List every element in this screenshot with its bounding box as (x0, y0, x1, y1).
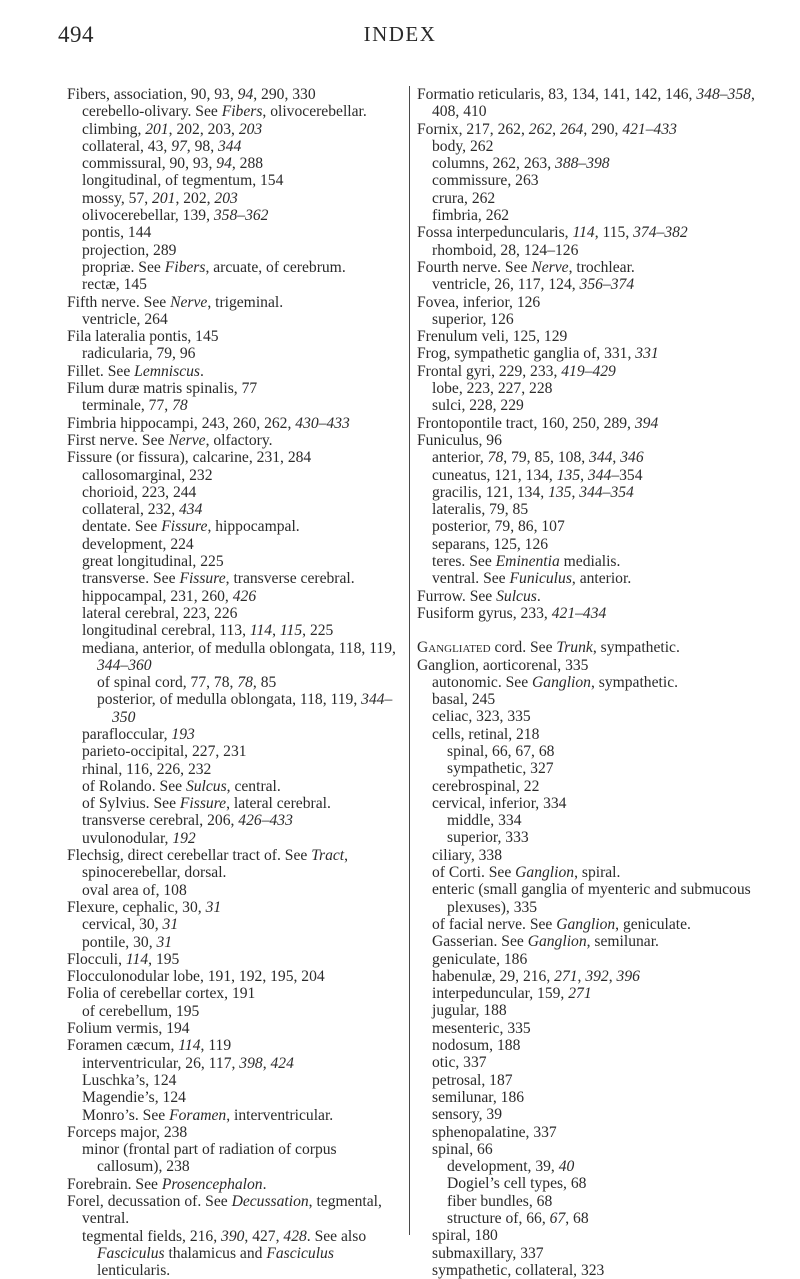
index-subentry: lobe, 223, 227, 228 (432, 380, 553, 398)
index-subentry: basal, 245 (432, 691, 496, 709)
index-subentry: uvulonodular, 192 (82, 829, 196, 847)
index-subentry: posterior, of medulla oblongata, 118, 119, 344–350 (97, 691, 393, 726)
index-entry: Frontal gyri, 229, 233, 419–429 (417, 362, 616, 380)
index-entry: Foramen cæcum, 114, 119 (67, 1037, 232, 1055)
index-subentry: superior, 333 (447, 829, 529, 847)
index-subentry: separans, 125, 126 (432, 535, 549, 553)
index-subentry: sympathetic, 327 (447, 760, 554, 778)
index-column-right (417, 86, 762, 1279)
index-subentry: nodosum, 188 (432, 1037, 521, 1055)
index-entry: Fifth nerve. See Nerve, trigeminal. (67, 293, 284, 311)
index-entry: Fila lateralia pontis, 145 (67, 328, 219, 346)
index-subentry: mediana, anterior, of medulla oblongata, 118, 119, 344–360 (82, 639, 396, 674)
index-subentry: anterior, 78, 79, 85, 108, 344, 346 (432, 449, 644, 467)
index-entry: Fovea, inferior, 126 (417, 293, 541, 311)
index-subentry: commissure, 263 (432, 172, 539, 190)
index-entry: Fourth nerve. See Nerve, trochlear. (417, 258, 635, 276)
index-subentry: cerebrospinal, 22 (432, 777, 540, 795)
index-subentry: posterior, 79, 86, 107 (432, 518, 565, 536)
index-subentry: otic, 337 (432, 1054, 487, 1072)
page-number: 494 (58, 22, 94, 47)
running-head: INDEX (363, 22, 437, 46)
index-entry: Forebrain. See Prosencephalon. (67, 1175, 267, 1193)
index-entry: Fibers, association, 90, 93, 94, 290, 330 (67, 86, 316, 103)
index-subentry: great longitudinal, 225 (82, 553, 224, 571)
index-subentry: enteric (small ganglia of myenteric and submucous plexuses), 335 (432, 881, 751, 916)
index-subentry: development, 224 (82, 535, 194, 553)
index-entry: Fusiform gyrus, 233, 421–434 (417, 604, 607, 622)
index-subentry: of spinal cord, 77, 78, 78, 85 (97, 674, 277, 692)
index-entry: Funiculus, 96 (417, 431, 502, 449)
index-subentry: rhinal, 116, 226, 232 (82, 760, 212, 778)
index-subentry: Luschka’s, 124 (82, 1071, 177, 1089)
index-entry: Folia of cerebellar cortex, 191 (67, 985, 256, 1003)
index-entry: Ganglion, aorticorenal, 335 (417, 656, 589, 674)
index-subentry: longitudinal cerebral, 113, 114, 115, 225 (82, 622, 334, 640)
index-subentry: body, 262 (432, 137, 494, 155)
index-entry: Furrow. See Sulcus. (417, 587, 541, 605)
index-entry: Forel, decussation of. See Decussation, tegmental, ventral. (67, 1193, 382, 1228)
index-subentry: transverse. See Fissure, transverse cerebral. (82, 570, 355, 588)
index-entry: Forceps major, 238 (67, 1123, 188, 1141)
index-subentry: rhomboid, 28, 124–126 (432, 241, 579, 259)
index-entry: First nerve. See Nerve, olfactory. (67, 431, 273, 449)
index-subentry: superior, 126 (432, 310, 514, 328)
index-subentry: callosomarginal, 232 (82, 466, 213, 484)
index-subentry: pontile, 30, 31 (82, 933, 173, 951)
index-subentry: gracilis, 121, 134, 135, 344–354 (432, 483, 634, 501)
index-subentry: spinal, 66 (432, 1140, 493, 1158)
index-subentry: projection, 289 (82, 241, 177, 259)
index-subentry: cuneatus, 121, 134, 135, 344–354 (432, 466, 643, 484)
index-subentry: sulci, 228, 229 (432, 397, 524, 415)
index-subentry: petrosal, 187 (432, 1071, 513, 1089)
section-gap (417, 622, 762, 639)
index-subentry: mesenteric, 335 (432, 1019, 531, 1037)
index-column-left (67, 86, 405, 1279)
index-subentry: jugular, 188 (432, 1002, 507, 1020)
index-subentry: collateral, 43, 97, 98, 344 (82, 137, 242, 155)
index-subentry: Monro’s. See Foramen, interventricular. (82, 1106, 334, 1124)
index-entry: Fornix, 217, 262, 262, 264, 290, 421–433 (417, 120, 677, 138)
index-subentry: sensory, 39 (432, 1106, 503, 1124)
index-subentry: of facial nerve. See Ganglion, geniculate. (432, 915, 691, 933)
index-subentry: semilunar, 186 (432, 1088, 525, 1106)
index-subentry: lateralis, 79, 85 (432, 501, 529, 519)
index-subentry: structure of, 66, 67, 68 (447, 1210, 589, 1227)
index-subentry: fimbria, 262 (432, 207, 510, 225)
index-subentry: spinal, 66, 67, 68 (447, 742, 555, 760)
index-entry: Gangliated cord. See Trunk, sympathetic. (417, 639, 680, 657)
index-subentry: pontis, 144 (82, 224, 152, 242)
index-subentry: cells, retinal, 218 (432, 725, 540, 743)
index-subentry: olivocerebellar, 139, 358–362 (82, 207, 269, 225)
index-subentry: geniculate, 186 (432, 950, 528, 968)
index-subentry: of cerebellum, 195 (82, 1002, 200, 1020)
index-subentry: crura, 262 (432, 189, 496, 207)
index-entry: Flexure, cephalic, 30, 31 (67, 898, 222, 916)
index-subentry: interpeduncular, 159, 271 (432, 985, 592, 1003)
index-subentry: oval area of, 108 (82, 881, 187, 899)
index-subentry: terminale, 77, 78 (82, 397, 188, 415)
index-subentry: columns, 262, 263, 388–398 (432, 155, 610, 173)
index-entry: Flocculonodular lobe, 191, 192, 195, 204 (67, 968, 325, 986)
index-subentry: parieto-occipital, 227, 231 (82, 743, 247, 761)
index-subentry: longitudinal, of tegmentum, 154 (82, 172, 284, 190)
index-entry: Fossa interpeduncularis, 114, 115, 374–382 (417, 224, 688, 242)
index-entry: Flocculi, 114, 195 (67, 950, 180, 968)
index-subentry: interventricular, 26, 117, 398, 424 (82, 1054, 294, 1072)
index-subentry: of Sylvius. See Fissure, lateral cerebral. (82, 795, 331, 813)
index-entry: Frontopontile tract, 160, 250, 289, 394 (417, 414, 659, 432)
index-entry: Folium vermis, 194 (67, 1020, 190, 1038)
index-subentry: spiral, 180 (432, 1227, 498, 1245)
index-subentry: radicularia, 79, 96 (82, 345, 196, 363)
index-subentry: middle, 334 (447, 812, 522, 830)
index-entry: Formatio reticularis, 83, 134, 141, 142, 146, 348–358, 408, 410 (417, 86, 755, 121)
index-subentry: development, 39, 40 (447, 1158, 575, 1176)
index-subentry: autonomic. See Ganglion, sympathetic. (432, 673, 679, 691)
index-subentry: Gasserian. See Ganglion, semilunar. (432, 933, 659, 951)
index-subentry: hippocampal, 231, 260, 426 (82, 587, 257, 605)
index-subentry: submaxillary, 337 (432, 1244, 544, 1262)
index-subentry: mossy, 57, 201, 202, 203 (82, 189, 238, 207)
index-subentry: parafloccular, 193 (82, 725, 195, 743)
index-entry: Fissure (or fissura), calcarine, 231, 284 (67, 449, 312, 467)
column-divider (409, 86, 410, 1235)
index-subentry: ventral. See Funiculus, anterior. (432, 570, 632, 588)
index-subentry: celiac, 323, 335 (432, 708, 531, 726)
index-subentry: minor (frontal part of radiation of corpus callosum), 238 (82, 1141, 337, 1176)
index-entry: Frenulum veli, 125, 129 (417, 328, 568, 346)
index-subentry: commissural, 90, 93, 94, 288 (82, 155, 264, 173)
index-subentry: of Corti. See Ganglion, spiral. (432, 864, 621, 882)
index-subentry: chorioid, 223, 244 (82, 483, 197, 501)
index-subentry: sympathetic, collateral, 323 (432, 1261, 605, 1279)
index-entry: Fillet. See Lemniscus. (67, 362, 204, 380)
index-subentry: habenulæ, 29, 216, 271, 392, 396 (432, 967, 640, 985)
index-subentry: cervical, 30, 31 (82, 916, 179, 934)
index-subentry: of Rolando. See Sulcus, central. (82, 777, 281, 795)
index-subentry: dentate. See Fissure, hippocampal. (82, 518, 300, 536)
index-subentry: propriæ. See Fibers, arcuate, of cerebrum. (82, 258, 346, 276)
index-subentry: cerebello-olivary. See Fibers, olivocerebellar. (82, 103, 367, 121)
index-subentry: collateral, 232, 434 (82, 501, 203, 519)
index-subentry: ventricle, 264 (82, 310, 168, 328)
index-entry: Frog, sympathetic ganglia of, 331, 331 (417, 345, 659, 363)
index-subentry: sphenopalatine, 337 (432, 1123, 557, 1141)
index-entry: Filum duræ matris spinalis, 77 (67, 380, 258, 398)
index-subentry: ventricle, 26, 117, 124, 356–374 (432, 276, 635, 294)
index-subentry: cervical, inferior, 334 (432, 794, 567, 812)
index-subentry: lateral cerebral, 223, 226 (82, 604, 238, 622)
index-subentry: teres. See Eminentia medialis. (432, 553, 621, 571)
index-subentry: Magendie’s, 124 (82, 1089, 186, 1107)
index-subentry: transverse cerebral, 206, 426–433 (82, 812, 293, 830)
index-subentry: fiber bundles, 68 (447, 1192, 553, 1210)
index-entry: Flechsig, direct cerebellar tract of. See Tract, spinocerebellar, dorsal. (67, 847, 349, 882)
index-subentry: ciliary, 338 (432, 846, 503, 864)
index-entry: Fimbria hippocampi, 243, 260, 262, 430–433 (67, 414, 350, 432)
index-subentry: Dogiel’s cell types, 68 (447, 1175, 587, 1193)
index-subentry: climbing, 201, 202, 203, 203 (82, 120, 263, 138)
index-subentry: tegmental fields, 216, 390, 427, 428. See also Fasciculus thalamicus and Fasciculus lenticularis. (82, 1227, 367, 1279)
index-subentry: rectæ, 145 (82, 276, 147, 294)
